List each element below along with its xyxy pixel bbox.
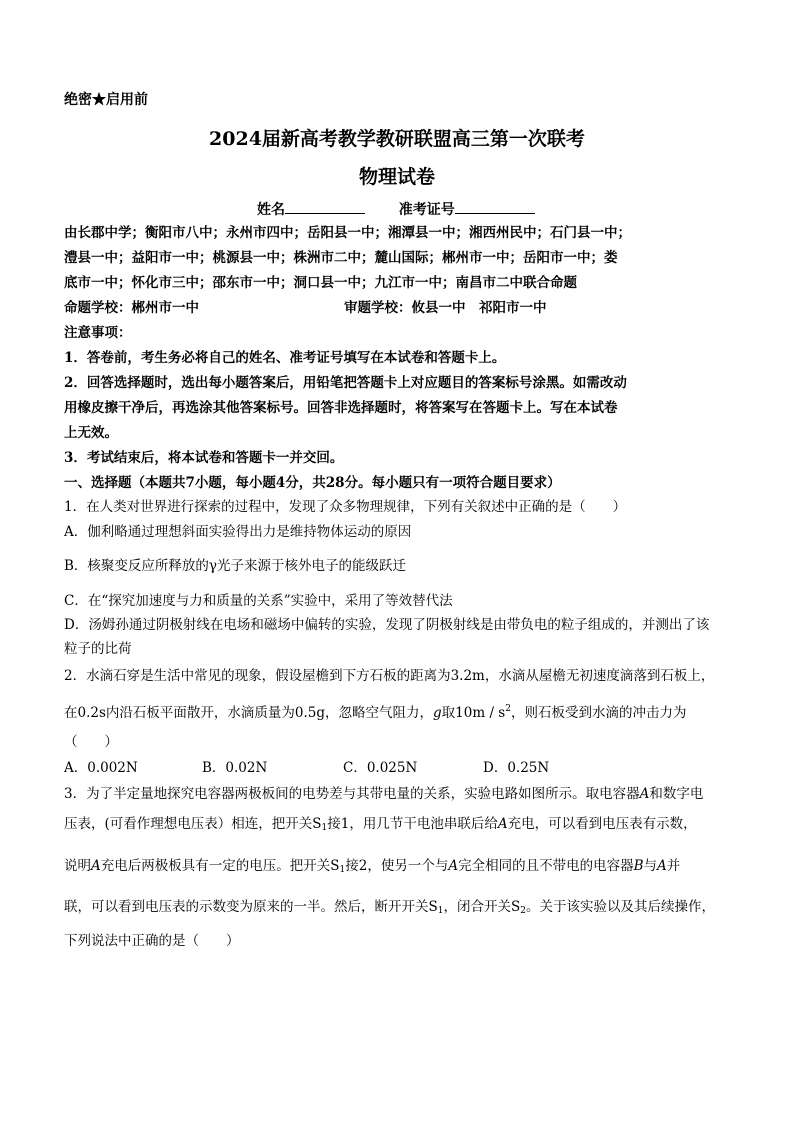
subject-title: 物理试卷 <box>358 166 435 188</box>
exam-title: 2024届新高考教学教研联盟高三第一次联考 <box>209 128 585 150</box>
q2-line-3: （ ） <box>64 734 118 750</box>
q1-stem: 1．在人类对世界进行探索的过程中，发现了众多物理规律，下列有关叙述中正确的是（ ） <box>64 499 627 515</box>
notes-heading: 注意事项： <box>64 325 132 341</box>
secrecy-label: 绝密★启用前 <box>64 92 148 108</box>
note-2-line-2: 用橡皮擦干净后，再选涂其他答案标号。回答非选择题时，将答案写在答题卡上。写在本试卷 <box>64 400 618 416</box>
schools-line-1: 由长郡中学；衡阳市八中；永州市四中；岳阳县一中；湘潭县一中；湘西州民中；石门县一中； <box>64 225 631 241</box>
id-label: 准考证号 <box>398 202 455 218</box>
q1-option-d-line-2: 粒子的比荷 <box>64 641 132 657</box>
q1-option-d-line-1: D．汤姆孙通过阴极射线在电场和磁场中偏转的实验，发现了阴极射线是由带负电的粒子组成的，并测出了该 <box>64 617 710 633</box>
q3-line-1: 3．为了半定量地探究电容器两极板间的电势差与其带电量的关系，实验电路如图所示。取电容器A和数字电 <box>64 786 704 802</box>
q1-option-a: A．伽利略通过理想斜面实验得出力是维持物体运动的原因 <box>64 524 412 540</box>
q2-option-c: C．0.025N <box>343 760 418 776</box>
reviewer-school: 审题学校：攸县一中 祁阳市一中 <box>344 300 547 316</box>
q3-line-3: 说明A充电后两极板具有一定的电压。把开关$S_1$接2，使另一个与A完全相同的且不带电的电容器B与A并 <box>64 858 681 875</box>
q2-line-2: 在0.2s内沿石板平面散开，水滴质量为0.5g，忽略空气阻力，g取$10m / s^2$，则石板受到水滴的冲击力为 <box>64 704 687 721</box>
q2-option-a: A．0.002N <box>64 760 138 776</box>
section-1-heading: 一、选择题（本题共7小题，每小题4分，共28分。每小题只有一项符合题目要求） <box>64 475 561 491</box>
note-1: 1．答卷前，考生务必将自己的姓名、准考证号填写在本试卷和答题卡上。 <box>64 350 506 366</box>
name-id-line <box>257 199 535 221</box>
name-blank <box>285 199 365 214</box>
q1-option-c: C．在“探究加速度与力和质量的关系”实验中，采用了等效替代法 <box>64 593 453 609</box>
note-3: 3．考试结束后，将本试卷和答题卡一并交回。 <box>64 450 344 466</box>
note-2-line-3: 上无效。 <box>64 425 118 441</box>
schools-line-2: 澧县一中；益阳市一中；桃源县一中；株洲市二中；麓山国际；郴州市一中；岳阳市一中；娄 <box>64 250 618 266</box>
q2-line-1: 2．水滴石穿是生活中常见的现象，假设屋檐到下方石板的距离为3.2m，水滴从屋檐无初速度滴落到石板上， <box>64 668 715 684</box>
id-blank <box>455 199 535 214</box>
setter-school: 命题学校：郴州市一中 <box>64 300 199 316</box>
q3-line-2: 压表，(可看作理想电压表）相连，把开关$S_1$接1，用几节干电池串联后给A充电，可以看到电压表有示数， <box>64 816 697 833</box>
q3-line-5: 下列说法中正确的是（ ） <box>64 933 240 949</box>
schools-line-3: 底市一中；怀化市三中；邵东市一中；洞口县一中；九江市一中；南昌市二中联合命题 <box>64 275 577 291</box>
q2-option-b: B．0.02N <box>202 760 268 776</box>
q1-option-b: B．核聚变反应所释放的γ光子来源于核外电子的能级跃迁 <box>64 558 406 574</box>
q2-option-d: D．0.25N <box>483 760 550 776</box>
q3-line-4: 联，可以看到电压表的示数变为原来的一半。然后，断开开关$S_1$，闭合开关$S_2$。关于该实验以及其后续操作， <box>64 899 715 916</box>
note-2-line-1: 2．回答选择题时，选出每小题答案后，用铅笔把答题卡上对应题目的答案标号涂黑。如需改动 <box>64 375 627 391</box>
name-label: 姓名 <box>257 202 285 218</box>
